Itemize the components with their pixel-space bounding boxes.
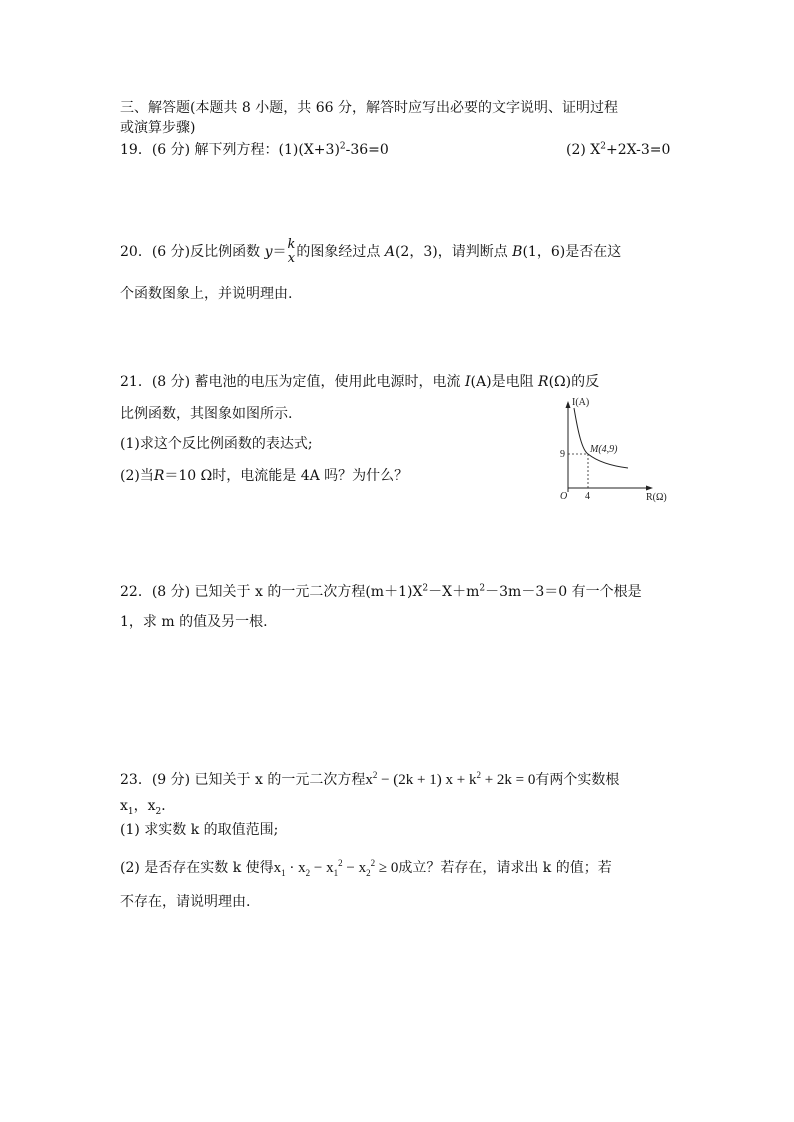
q19-part2-b: +2X-3=0 bbox=[605, 142, 671, 158]
q21-r: R bbox=[538, 374, 549, 390]
q23-inequality bbox=[274, 860, 399, 876]
x-axis-arrow bbox=[646, 486, 653, 491]
q20-eq: ＝ bbox=[272, 244, 287, 260]
q22-prefix: 22．(8 分) 已知关于 x 的一元二次方程(m＋1)X bbox=[120, 584, 423, 600]
q22-tail: －3m－3＝0 有一个根是 bbox=[485, 584, 642, 600]
q20-t3: (1，6)是否在这 bbox=[522, 244, 622, 260]
q23-ineq-s3: 1 bbox=[333, 868, 339, 878]
q19-exp2: 2 bbox=[600, 141, 606, 152]
q21-l4a: (2)当 bbox=[120, 468, 154, 484]
question-23-part1: (1) 求实数 k 的取值范围; bbox=[120, 822, 279, 838]
q23-ineq-s1: 1 bbox=[281, 868, 286, 878]
q23-end: ． bbox=[161, 798, 176, 814]
q23-ineq-e4: 2 bbox=[370, 858, 376, 868]
q23-ineq-f: ≥ 0 bbox=[375, 860, 399, 876]
origin-label: O bbox=[560, 491, 568, 502]
question-20-cont: 个函数图象上，并说明理由. bbox=[120, 286, 293, 302]
q23-eq-c: + 2k = 0 bbox=[480, 772, 536, 788]
q23-ineq-e3: 2 bbox=[338, 858, 343, 868]
y-axis-arrow bbox=[566, 401, 571, 408]
y-tick-label: 9 bbox=[560, 449, 565, 460]
q20-t2: (2，3)，请判断点 bbox=[394, 244, 508, 260]
q21-i: I bbox=[465, 374, 471, 390]
q23-suffix: 有两个实数根 bbox=[535, 772, 620, 788]
q21-prefix: 21．(8 分) 蓄电池的电压为定值，使用此电源时，电流 bbox=[120, 374, 461, 390]
q20-point-a: A bbox=[384, 244, 395, 260]
q23-p2a: (2) 是否存在实数 k 使得 bbox=[120, 860, 274, 876]
q19-part2-a: (2) X bbox=[566, 142, 601, 158]
question-22 bbox=[120, 582, 642, 602]
q23-prefix: 23．(9 分) 已知关于 x 的一元二次方程 bbox=[120, 772, 366, 788]
q23-eq-a: x bbox=[365, 772, 373, 788]
q23-eq-e2: 2 bbox=[476, 770, 481, 780]
question-21 bbox=[120, 372, 599, 392]
x-tick-label: 4 bbox=[585, 491, 590, 502]
question-19-part2 bbox=[566, 140, 670, 160]
q23-root2: ，x bbox=[133, 798, 156, 814]
q23-root1-sub: 1 bbox=[127, 806, 134, 817]
q23-eq-e1: 2 bbox=[372, 770, 378, 780]
q20-prefix: 20．(6 分)反比例函数 bbox=[120, 244, 261, 260]
section-title-cont: 或演算步骤) bbox=[120, 120, 196, 136]
question-19 bbox=[120, 140, 389, 160]
section-title: 三、解答题(本题共 8 小题，共 66 分，解答时应写出必要的文字说明、证明过程 bbox=[120, 100, 618, 116]
question-23-part2-cont: 不存在，请说明理由. bbox=[120, 894, 251, 910]
q23-ineq-a: x bbox=[273, 860, 282, 876]
q21-t2: (Ω)的反 bbox=[548, 374, 600, 390]
question-21-part1: (1)求这个反比例函数的表达式; bbox=[120, 436, 313, 452]
q23-ineq-d: − x bbox=[342, 860, 367, 876]
inverse-function-graph bbox=[552, 392, 682, 504]
q22-mid: －X＋m bbox=[428, 584, 480, 600]
q22-e1: 2 bbox=[422, 583, 429, 594]
q23-ineq-s4: 2 bbox=[366, 868, 371, 878]
question-21-cont: 比例函数，其图象如图所示. bbox=[120, 406, 293, 422]
question-23 bbox=[120, 768, 619, 792]
q23-root1: x bbox=[120, 798, 128, 814]
x-axis-label: R(Ω) bbox=[646, 492, 667, 503]
q20-fraction bbox=[287, 238, 295, 266]
question-22-cont: 1，求 m 的值及另一根. bbox=[120, 614, 268, 630]
q21-l4b: ＝10 Ω时，电流能是 4A 吗？为什么？ bbox=[164, 468, 409, 484]
q20-t1: 的图象经过点 bbox=[296, 244, 381, 260]
q21-t1: (A)是电阻 bbox=[470, 374, 534, 390]
question-23-part2 bbox=[120, 856, 612, 880]
q23-eq-b: − (2k + 1) x + k bbox=[377, 772, 477, 788]
q21-l4r: R bbox=[153, 468, 165, 484]
q19-text: 19．(6 分) 解下列方程：(1)(X+3) bbox=[120, 142, 340, 158]
q20-point-b: B bbox=[512, 244, 523, 260]
question-21-part2 bbox=[120, 466, 408, 486]
q23-ineq-b: · x bbox=[285, 860, 306, 876]
q23-p2b: 成立？若存在，请求出 k 的值；若 bbox=[398, 860, 612, 876]
q22-e2: 2 bbox=[479, 583, 486, 594]
q23-root2-sub: 2 bbox=[155, 806, 162, 817]
question-23-roots bbox=[120, 796, 175, 816]
y-axis-label: I(A) bbox=[572, 397, 590, 408]
q23-ineq-s2: 2 bbox=[305, 868, 311, 878]
q23-ineq-c: − x bbox=[310, 860, 334, 876]
question-20 bbox=[120, 236, 621, 268]
q23-equation bbox=[365, 772, 535, 788]
q20-den: x bbox=[287, 251, 296, 266]
q19-mid: -36=0 bbox=[345, 142, 389, 158]
hyperbola-curve bbox=[574, 408, 628, 468]
point-m-label: M(4,9) bbox=[590, 444, 618, 455]
q20-num: k bbox=[287, 237, 296, 252]
q19-exp1: 2 bbox=[339, 141, 346, 152]
q20-y: y bbox=[264, 244, 273, 260]
